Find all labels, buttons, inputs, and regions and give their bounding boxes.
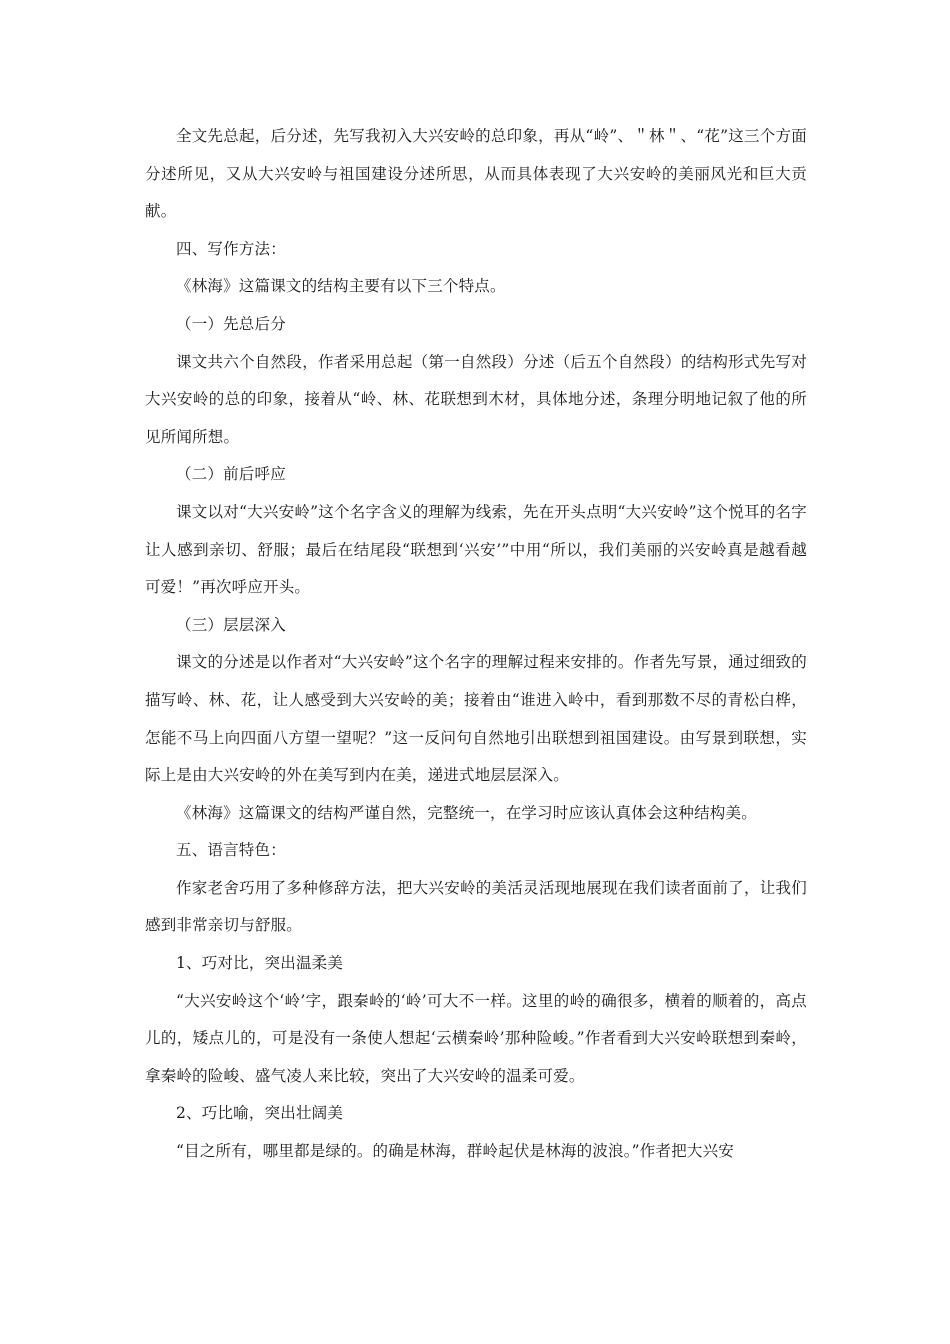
document-body [145,118,807,1171]
paragraph-metaphor: “目之所有，哪里都是绿的。的确是林海，群岭起伏是林海的波浪。”作者把大兴安 [176,1142,735,1161]
subheading-general-then-detail: （一）先总后分 [176,314,286,333]
paragraph-structure-intro: 《林海》这篇课文的结构主要有以下三个特点。 [176,277,506,296]
subheading-progressive: （三）层层深入 [176,615,286,634]
paragraph-echo: 课文以对“大兴安岭”这个名字含义的理解为线索，先在开头点明“大兴安岭”这个悦耳的名字让人感到亲切、舒服；最后在结尾段“联想到‘兴安’”中用“所以，我们美丽的兴安岭真是越看越可爱！”再次呼应开头。 [145,502,807,597]
paragraph-language-intro: 作家老舍巧用了多种修辞方法，把大兴安岭的美活灵活现地展现在我们读者面前了，让我们感到非常亲切与舒服。 [145,878,807,935]
paragraph-progressive: 课文的分述是以作者对“大兴安岭”这个名字的理解过程来安排的。作者先写景，通过细致的描写岭、林、花，让人感受到大兴安岭的美；接着由“谁进入岭中，看到那数不尽的青松白桦，怎能不马上向四面八方望一望呢？”这一反问句自然地引出联想到祖国建设。由写景到联想，实际上是由大兴安岭的外在美写到内在美，递进式地层层深入。 [145,653,807,785]
paragraph-summary: 全文先总起，后分述，先写我初入大兴安岭的总印象，再从“岭”、＂林＂、“花”这三个方面分述所见，又从大兴安岭与祖国建设分述所思，从而具体表现了大兴安岭的美丽风光和巨大贡献。 [145,127,807,221]
subheading-metaphor: 2、巧比喻，突出壮阔美 [176,1104,344,1123]
section-heading-writing-method: 四、写作方法： [176,239,286,258]
subheading-echo: （二）前后呼应 [176,465,286,484]
section-heading-language-features: 五、语言特色： [176,841,286,860]
paragraph-contrast: “大兴安岭这个‘岭’字，跟秦岭的‘岭’可大不一样。这里的岭的确很多，横着的顺着的，高点儿的，矮点儿的，可是没有一条使人想起‘云横秦岭’那种险峻。”作者看到大兴安岭联想到秦岭，拿秦岭的险峻、盛气凌人来比较，突出了大兴安岭的温柔可爱。 [145,991,807,1085]
subheading-contrast: 1、巧对比，突出温柔美 [176,954,344,973]
paragraph-general-then-detail: 课文共六个自然段，作者采用总起（第一自然段）分述（后五个自然段）的结构形式先写对大兴安岭的总的印象，接着从“岭、林、花联想到木材，具体地分述，条理分明地记叙了他的所见所闻所想。 [145,352,807,446]
paragraph-structure-conclusion: 《林海》这篇课文的结构严谨自然，完整统一，在学习时应该认真体会这种结构美。 [176,803,757,822]
